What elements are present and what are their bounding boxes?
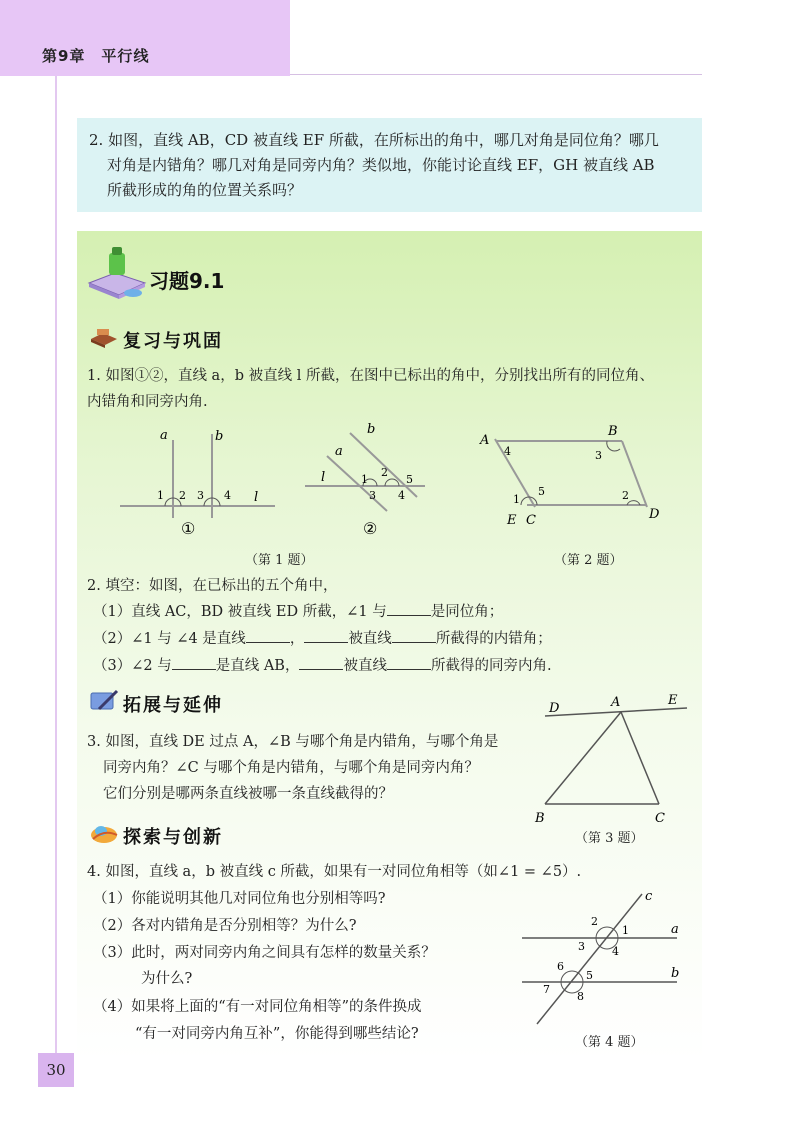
page-number-box <box>38 1053 74 1087</box>
p2-label-A: A <box>480 433 490 448</box>
fig2-label-a: a <box>335 444 343 459</box>
extension-pencil-icon <box>89 689 119 713</box>
problem-4-diagram <box>517 886 687 1031</box>
p4-angle-2: 2 <box>591 915 598 928</box>
problem-4-item: （3）此时，两对同旁内角之间具有怎样的数量关系？ <box>93 945 436 961</box>
p4-label-c: c <box>645 889 653 904</box>
exercise-title: 习题9.1 <box>149 269 225 293</box>
fig2-angle-2: 2 <box>381 466 388 479</box>
fig2-angle-3: 3 <box>369 489 376 502</box>
review-book-icon <box>89 327 119 349</box>
fig1-label-l: l <box>254 490 259 505</box>
figure-2-diagram <box>305 421 430 541</box>
problem-3-line: 它们分别是哪两条直线被哪一条直线截得的？ <box>103 786 393 802</box>
problem-1-line: 内错角和同旁内角. <box>87 394 208 410</box>
problem-3-line: 同旁内角？∠C 与哪个角是内错角，与哪个角是同旁内角？ <box>103 760 479 776</box>
figure-1-label: ① <box>181 519 196 538</box>
caption-problem-1: （第 1 题） <box>245 553 314 568</box>
caption-problem-2: （第 2 题） <box>554 553 623 568</box>
p2-angle-4: 4 <box>504 445 511 458</box>
fig1-angle-1: 1 <box>157 489 164 502</box>
p2-label-D: D <box>649 507 660 522</box>
header-rule <box>290 74 702 75</box>
answer-blank[interactable] <box>299 655 343 670</box>
section-review-title: 复习与巩固 <box>123 331 223 352</box>
problem-4-item: 为什么? <box>141 971 193 987</box>
p3-label-C: C <box>655 811 665 826</box>
answer-blank[interactable] <box>387 655 431 670</box>
explore-globe-icon <box>89 821 119 845</box>
p4-angle-1: 1 <box>622 924 629 937</box>
problem-4-item: （4）如果将上面的“有一对同位角相等”的条件换成 <box>93 999 422 1015</box>
fig2-angle-5: 5 <box>406 473 413 486</box>
p4-angle-5: 5 <box>586 969 593 982</box>
p3-label-B: B <box>535 811 545 826</box>
p4-label-a: a <box>671 922 679 937</box>
exercise-book-icon <box>85 247 149 303</box>
question-2-line: 所截形成的角的位置关系吗？ <box>107 181 303 199</box>
p4-label-b: b <box>671 966 680 981</box>
p2-angle-2: 2 <box>622 489 629 502</box>
fig2-label-b: b <box>367 422 376 437</box>
caption-problem-4: （第 4 题） <box>575 1035 644 1050</box>
answer-blank[interactable] <box>387 601 431 616</box>
figure-2-label: ② <box>363 519 378 538</box>
p2-label-B: B <box>608 424 618 439</box>
margin-rule <box>55 76 57 1056</box>
p2-angle-5: 5 <box>538 485 545 498</box>
fig2-angle-1: 1 <box>361 473 368 486</box>
problem-4-item: （2）各对内错角是否分别相等？为什么? <box>93 918 357 934</box>
problem-2-item-2: （2）∠1 与 ∠4 是直线 ， 被直线 所截得的内错角； <box>93 626 552 652</box>
problem-4-item: “有一对同旁内角互补”，你能得到哪些结论? <box>135 1026 419 1042</box>
question-2-line: 对角是内错角？哪几对角是同旁内角？类似地，你能讨论直线 EF，GH 被直线 AB <box>107 156 655 174</box>
problem-4-item: （1）你能说明其他几对同位角也分别相等吗? <box>93 891 386 907</box>
p4-angle-4: 4 <box>612 945 619 958</box>
fig1-angle-2: 2 <box>179 489 186 502</box>
section-explore-title: 探索与创新 <box>123 827 223 848</box>
p4-angle-8: 8 <box>577 990 584 1003</box>
fig1-angle-4: 4 <box>224 489 231 502</box>
p2-label-E: E <box>507 513 517 528</box>
p3-label-E: E <box>668 693 678 708</box>
question-2-line: 2. 如图，直线 AB，CD 被直线 EF 所截，在所标出的角中，哪几对角是同位角？哪几 <box>89 131 659 149</box>
question-2-box <box>77 118 702 212</box>
p2-angle-1: 1 <box>513 493 520 506</box>
fig1-label-b: b <box>215 429 224 444</box>
problem-4-intro: 4. 如图，直线 a，b 被直线 c 所截，如果有一对同位角相等（如∠1 = ∠5）. <box>87 864 582 880</box>
problem-2-diagram <box>477 421 677 541</box>
p3-label-A: A <box>611 695 621 710</box>
problem-1-line: 1. 如图①②，直线 a，b 被直线 l 所截，在图中已标出的角中，分别找出所有的同位角、 <box>87 368 654 384</box>
chapter-title: 第9章 平行线 <box>42 47 150 65</box>
question-2-text <box>89 128 689 203</box>
p4-angle-3: 3 <box>578 940 585 953</box>
answer-blank[interactable] <box>392 628 436 643</box>
fig1-label-a: a <box>160 428 168 443</box>
problem-2-item-1: （1）直线 AC，BD 被直线 ED 所截，∠1 与 是同位角； <box>93 599 503 625</box>
p2-angle-3: 3 <box>595 449 602 462</box>
p3-label-D: D <box>549 701 560 716</box>
problem-2-item-3: （3）∠2 与 是直线 AB， 被直线 所截得的同旁内角. <box>93 653 552 679</box>
page-number: 30 <box>46 1061 66 1079</box>
exercise-box <box>77 231 702 1061</box>
fig1-angle-3: 3 <box>197 489 204 502</box>
p4-angle-6: 6 <box>557 960 564 973</box>
problem-3-diagram <box>535 693 697 826</box>
answer-blank[interactable] <box>172 655 216 670</box>
caption-problem-3: （第 3 题） <box>575 831 644 846</box>
answer-blank[interactable] <box>304 628 348 643</box>
p2-label-C: C <box>526 513 536 528</box>
problem-3-line: 3. 如图，直线 DE 过点 A，∠B 与哪个角是内错角，与哪个角是 <box>87 734 499 750</box>
fig2-label-l: l <box>321 470 326 485</box>
section-extension-title: 拓展与延伸 <box>123 695 223 716</box>
p4-angle-7: 7 <box>543 983 550 996</box>
fig2-angle-4: 4 <box>398 489 405 502</box>
figure-1-diagram <box>117 426 277 546</box>
problem-2-intro: 2. 填空：如图，在已标出的五个角中， <box>87 578 338 594</box>
answer-blank[interactable] <box>246 628 290 643</box>
